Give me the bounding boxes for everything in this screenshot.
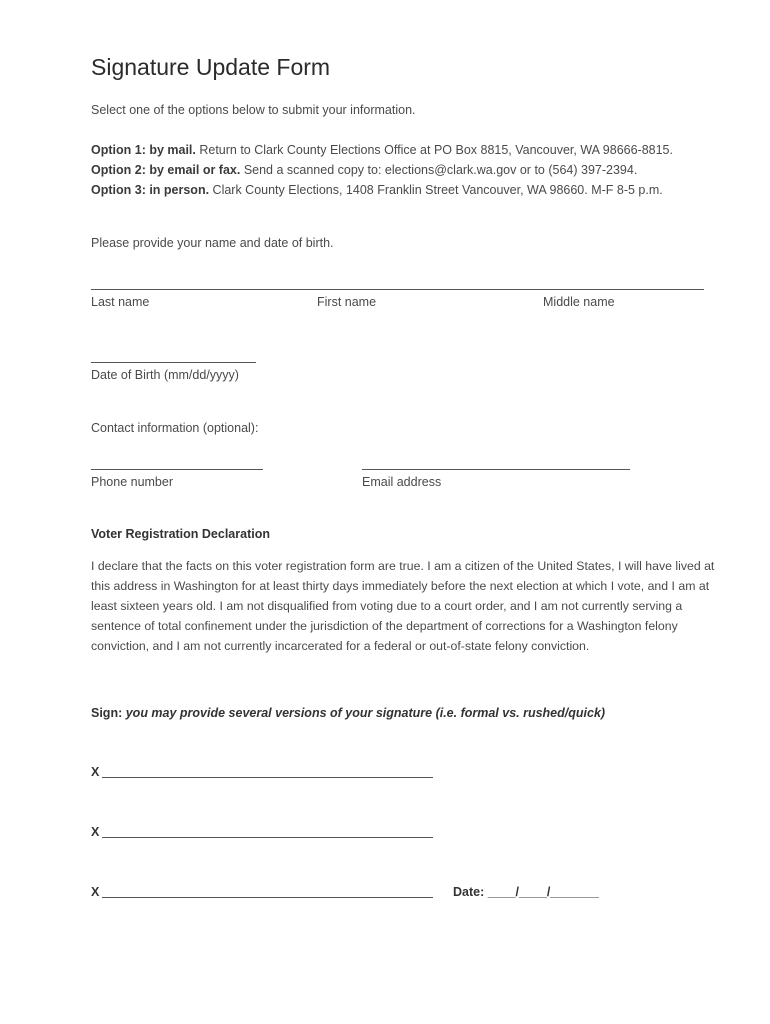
- option-2: [91, 163, 637, 177]
- declaration-text: I declare that the facts on this voter registration form are true. I am a citizen of the United States, I will have lived at this address in Washington for at least thirty days immediately before the next election at which I vote, and I am at least sixteen years old. I am not disqualified from voting due to a court order, and I am not currently serving a sentence of total confinement under the jurisdiction of the department of corrections for a Washington felony conviction, and I am not currently incarcerated for a federal or out-of-state felony conviction.: [91, 559, 715, 653]
- intro-text: Select one of the options below to submit your information.: [91, 103, 416, 117]
- option-1-text: Return to Clark County Elections Office at PO Box 8815, Vancouver, WA 98666-8815.: [195, 143, 673, 157]
- email-field-line[interactable]: [362, 469, 630, 470]
- signature-underline: [102, 837, 433, 838]
- email-label: Email address: [362, 475, 442, 489]
- phone-label: Phone number: [91, 475, 174, 489]
- signature-mark: X: [91, 885, 100, 899]
- option-3: [91, 183, 663, 197]
- signature-line-3[interactable]: [91, 885, 436, 901]
- phone-field-line[interactable]: [91, 469, 263, 470]
- sign-label: Sign:: [91, 706, 123, 720]
- declaration-heading: Voter Registration Declaration: [91, 527, 270, 541]
- option-2-label: Option 2: by email or fax.: [91, 163, 241, 177]
- last-name-label: Last name: [91, 295, 150, 309]
- signature-mark: X: [91, 765, 100, 779]
- sign-note: you may provide several versions of your signature (i.e. formal vs. rushed/quick): [125, 706, 606, 720]
- option-1-label: Option 1: by mail.: [91, 143, 196, 157]
- name-prompt: Please provide your name and date of birth.: [91, 236, 334, 250]
- date-field[interactable]: Date: ____/____/_______: [453, 885, 599, 899]
- signature-underline: [102, 897, 433, 898]
- signature-line-1[interactable]: [91, 765, 436, 781]
- signature-line-2[interactable]: [91, 825, 436, 841]
- option-3-label: Option 3: in person.: [91, 183, 210, 197]
- option-1: [91, 143, 673, 157]
- dob-field-line[interactable]: [91, 362, 256, 363]
- middle-name-label: Middle name: [543, 295, 615, 309]
- option-3-text: Clark County Elections, 1408 Franklin Street Vancouver, WA 98660. M-F 8-5 p.m.: [209, 183, 663, 197]
- sign-instruction: [91, 706, 605, 720]
- option-2-text: Send a scanned copy to: elections@clark.wa.gov or to (564) 397-2394.: [240, 163, 638, 177]
- first-name-label: First name: [317, 295, 377, 309]
- page-title: Signature Update Form: [91, 54, 331, 80]
- signature-mark: X: [91, 825, 100, 839]
- dob-label: Date of Birth (mm/dd/yyyy): [91, 368, 239, 382]
- signature-underline: [102, 777, 433, 778]
- contact-heading: Contact information (optional):: [91, 421, 259, 435]
- name-field-line[interactable]: [91, 289, 704, 290]
